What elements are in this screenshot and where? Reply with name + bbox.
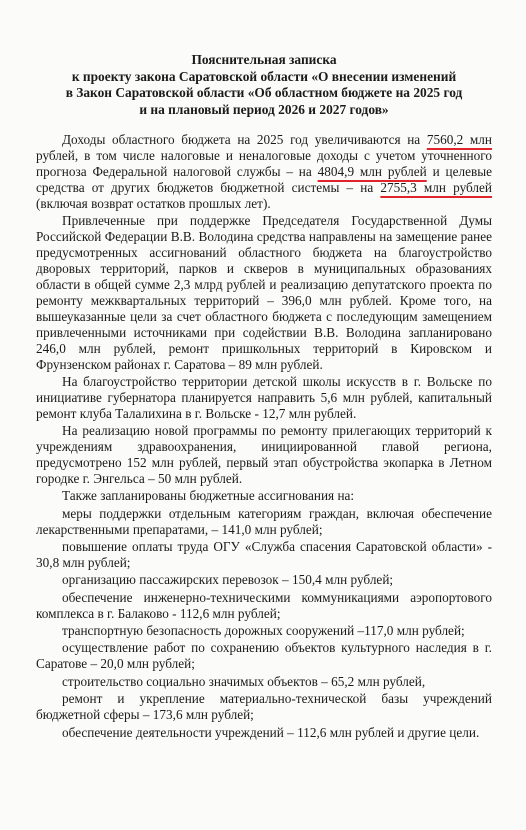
document-body xyxy=(36,132,492,740)
revenue-text-2: рублей, в том числе налоговые и неналоговые доходы с учетом уточненного прогноза Федеральной налоговой службы – на xyxy=(36,148,492,180)
paragraph-volsk: На благоустройство территории детской школы искусств в г. Вольске по инициативе губернатора планируется направить 5,6 млн рублей, капитальный ремонт клуба Талалихина в г. Вольске - 12,7 млн рублей. xyxy=(36,373,492,421)
allocation-item: обеспечение деятельности учреждений – 112,6 млн рублей и другие цели. xyxy=(62,724,480,740)
allocation-item: строительство социально значимых объектов – 65,2 млн рублей, xyxy=(62,673,426,689)
title-line-4: и на плановый период 2026 и 2027 годов» xyxy=(139,101,389,117)
revenue-text-4: (включая возврат остатков прошлых лет). xyxy=(36,196,271,211)
revenue-text-3: и целевые средства от других бюджетов бюджетной системы – на xyxy=(36,164,493,196)
allocation-item: обеспечение инженерно-техническими коммуникациями аэропортового комплекса в г. Балаково - 112,6 млн рублей; xyxy=(36,589,492,621)
revenue-text-1: Доходы областного бюджета на 2025 год увеличиваются на xyxy=(62,132,427,148)
allocation-item: меры поддержки отдельным категориям граждан, включая обеспечение лекарственными препаратами, – 141,0 млн рублей; xyxy=(36,505,492,537)
title-line-1: Пояснительная записка xyxy=(191,52,337,67)
highlight-tax-revenue: 4804,9 млн рублей xyxy=(317,164,427,180)
paragraph-healthcare-territories: На реализацию новой программы по ремонту прилегающих территорий к учреждениям здравоохранения, инициированной главой региона, предусмотрено 152 млн рублей, первый этап обустройства экопарка в Летном городке г. Энгельса – 50 млн рублей. xyxy=(36,423,492,486)
paragraph-volodin-funds: Привлеченные при поддержке Председателя Государственной Думы Российской Федерации В.В. Володина средства направлены на замещение ранее предусмотренных ассигнований областного бюджета на благоустройство дворовых территорий, парков и скверов в муниципальных образованиях области в общей сумме 2,3 млрд рублей и реализацию депутатского проекта по ремонту межквартальных территорий – 396,0 млн рублей. Кроме того, на вышеуказанные цели за счет областного бюджета с последующим замещением привлеченными источниками при содействии В.В. Володина запланировано 246,0 млн рублей, ремонт пришкольных территорий в Кировском и Фрунзенском районах г. Саратова – 89 млн рублей. xyxy=(36,213,492,372)
highlight-targeted-funds: 2755,3 млн рублей xyxy=(380,180,493,196)
allocation-item: транспортную безопасность дорожных сооружений –117,0 млн рублей; xyxy=(62,623,465,639)
allocation-item: организацию пассажирских перевозок – 150,4 млн рублей; xyxy=(62,572,394,588)
allocation-item: осуществление работ по сохранению объектов культурного наследия в г. Саратове – 20,0 млн рублей; xyxy=(36,640,492,672)
paragraph-allocations-intro: Также запланированы бюджетные ассигнования на: xyxy=(62,488,355,504)
title-line-3: в Закон Саратовской области «Об областном бюджете на 2025 год xyxy=(65,85,463,101)
highlight-total-revenue: 7560,2 млн xyxy=(426,132,492,148)
allocation-item: ремонт и укрепление материально-технической базы учреждений бюджетной сферы – 173,6 млн рублей; xyxy=(36,691,492,723)
title-line-2: к проекту закона Саратовской области «О внесении изменений xyxy=(71,68,457,84)
document-title xyxy=(36,52,492,118)
paragraph-revenue xyxy=(36,132,492,212)
allocation-item: повышение оплаты труда ОГУ «Служба спасения Саратовской области» - 30,8 млн рублей; xyxy=(36,539,492,570)
